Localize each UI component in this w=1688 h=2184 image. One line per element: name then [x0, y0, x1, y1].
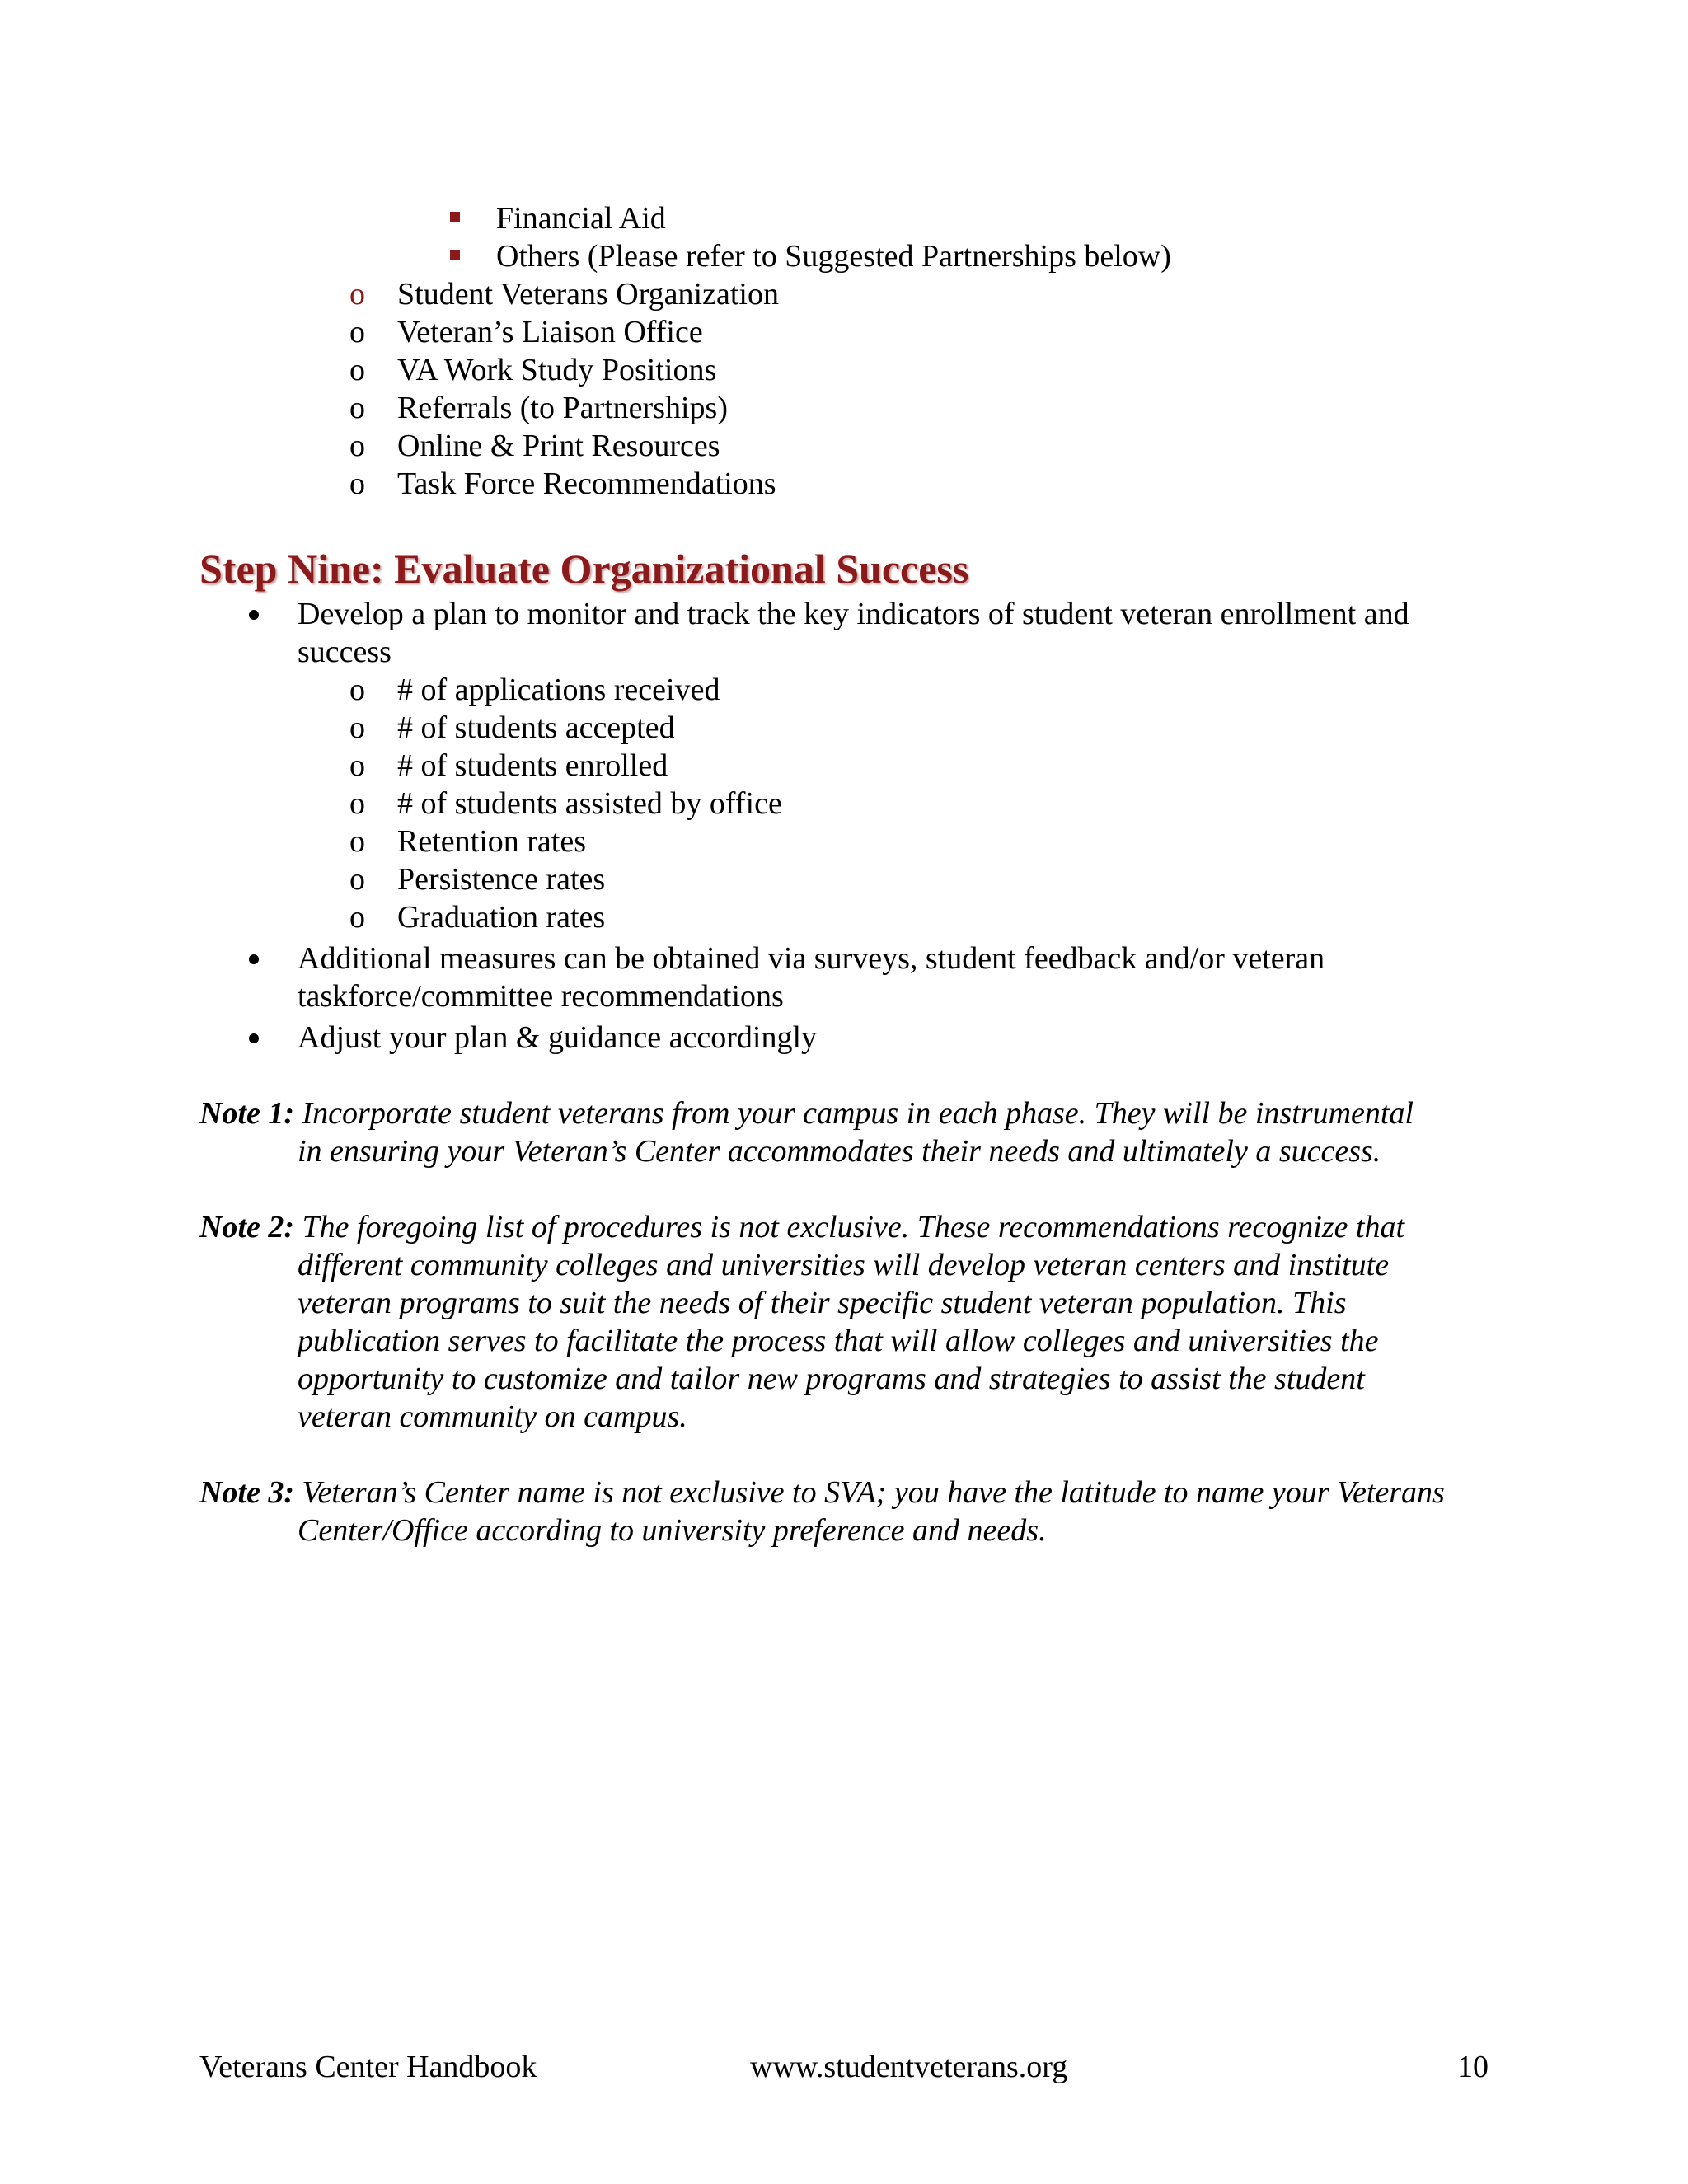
- circle-bullet-icon: o: [349, 391, 365, 425]
- list-item: Task Force Recommendations: [397, 466, 776, 501]
- circle-bullet-icon: o: [349, 710, 365, 745]
- bullet-icon: [249, 1033, 259, 1043]
- note-label: Note 2:: [199, 1210, 295, 1244]
- note-1: [199, 1094, 1414, 1132]
- list-item: Online & Print Resources: [397, 429, 720, 463]
- circle-bullet-icon: o: [349, 786, 365, 821]
- footer-title: Veterans Center Handbook: [199, 2050, 537, 2084]
- note-2-continued: publication serves to facilitate the process that will allow colleges and universities the: [298, 1324, 1379, 1358]
- note-text: Incorporate student veterans from your campus in each phase. They will be instrumental: [302, 1096, 1414, 1131]
- footer-url: www.studentveterans.org: [750, 2050, 1068, 2084]
- square-bullet-icon: [450, 250, 460, 260]
- indicator-item: Retention rates: [397, 824, 586, 859]
- note-text: The foregoing list of procedures is not exclusive. These recommendations recognize that: [302, 1210, 1405, 1244]
- list-item-others: Others (Please refer to Suggested Partnerships below): [496, 239, 1171, 274]
- circle-bullet-icon: o: [349, 862, 365, 897]
- circle-bullet-icon: o: [349, 353, 365, 387]
- note-1-continued: in ensuring your Veteran’s Center accommodates their needs and ultimately a success.: [298, 1134, 1381, 1169]
- circle-bullet-icon: o: [349, 429, 365, 463]
- bullet-text-continued: success: [298, 635, 392, 669]
- note-2-continued: opportunity to customize and tailor new programs and strategies to assist the student: [298, 1361, 1365, 1396]
- section-heading: Step Nine: Evaluate Organizational Success: [199, 546, 969, 592]
- note-2-continued: veteran programs to suit the needs of their specific student veteran population. This: [298, 1286, 1347, 1320]
- note-3-continued: Center/Office according to university preference and needs.: [298, 1513, 1047, 1548]
- circle-bullet-icon: o: [349, 673, 365, 707]
- circle-bullet-icon: o: [349, 748, 365, 783]
- indicator-item: # of applications received: [397, 673, 720, 707]
- note-2-continued: different community colleges and universities will develop veteran centers and institute: [298, 1248, 1390, 1282]
- note-label: Note 3:: [199, 1475, 295, 1510]
- note-2-continued: veteran community on campus.: [298, 1399, 687, 1434]
- indicator-item: Graduation rates: [397, 900, 606, 935]
- square-bullet-icon: [450, 212, 460, 222]
- bullet-text: Additional measures can be obtained via surveys, student feedback and/or veteran: [298, 941, 1325, 976]
- bullet-icon: [249, 954, 259, 964]
- note-label: Note 1:: [199, 1096, 295, 1131]
- page-number: 10: [1457, 2050, 1489, 2084]
- circle-bullet-icon: o: [349, 900, 365, 935]
- bullet-text: Adjust your plan & guidance accordingly: [298, 1020, 818, 1055]
- circle-bullet-icon: o: [349, 277, 365, 312]
- circle-bullet-icon: o: [349, 315, 365, 349]
- circle-bullet-icon: o: [349, 824, 365, 859]
- list-item-financial-aid: Financial Aid: [496, 201, 666, 236]
- bullet-icon: [249, 610, 259, 620]
- circle-bullet-icon: o: [349, 466, 365, 501]
- indicator-item: # of students accepted: [397, 710, 675, 745]
- note-text: Veteran’s Center name is not exclusive to SVA; you have the latitude to name your Veterans: [302, 1475, 1445, 1510]
- bullet-text: Develop a plan to monitor and track the key indicators of student veteran enrollment and: [298, 597, 1409, 631]
- indicator-item: # of students enrolled: [397, 748, 668, 783]
- note-3: [199, 1474, 1445, 1511]
- bullet-text-continued: taskforce/committee recommendations: [298, 979, 784, 1014]
- indicator-item: Persistence rates: [397, 862, 606, 897]
- list-item: Student Veterans Organization: [397, 277, 779, 312]
- list-item: VA Work Study Positions: [397, 353, 717, 387]
- note-2: [199, 1208, 1404, 1246]
- list-item: Veteran’s Liaison Office: [397, 315, 703, 349]
- indicator-item: # of students assisted by office: [397, 786, 782, 821]
- list-item: Referrals (to Partnerships): [397, 391, 728, 425]
